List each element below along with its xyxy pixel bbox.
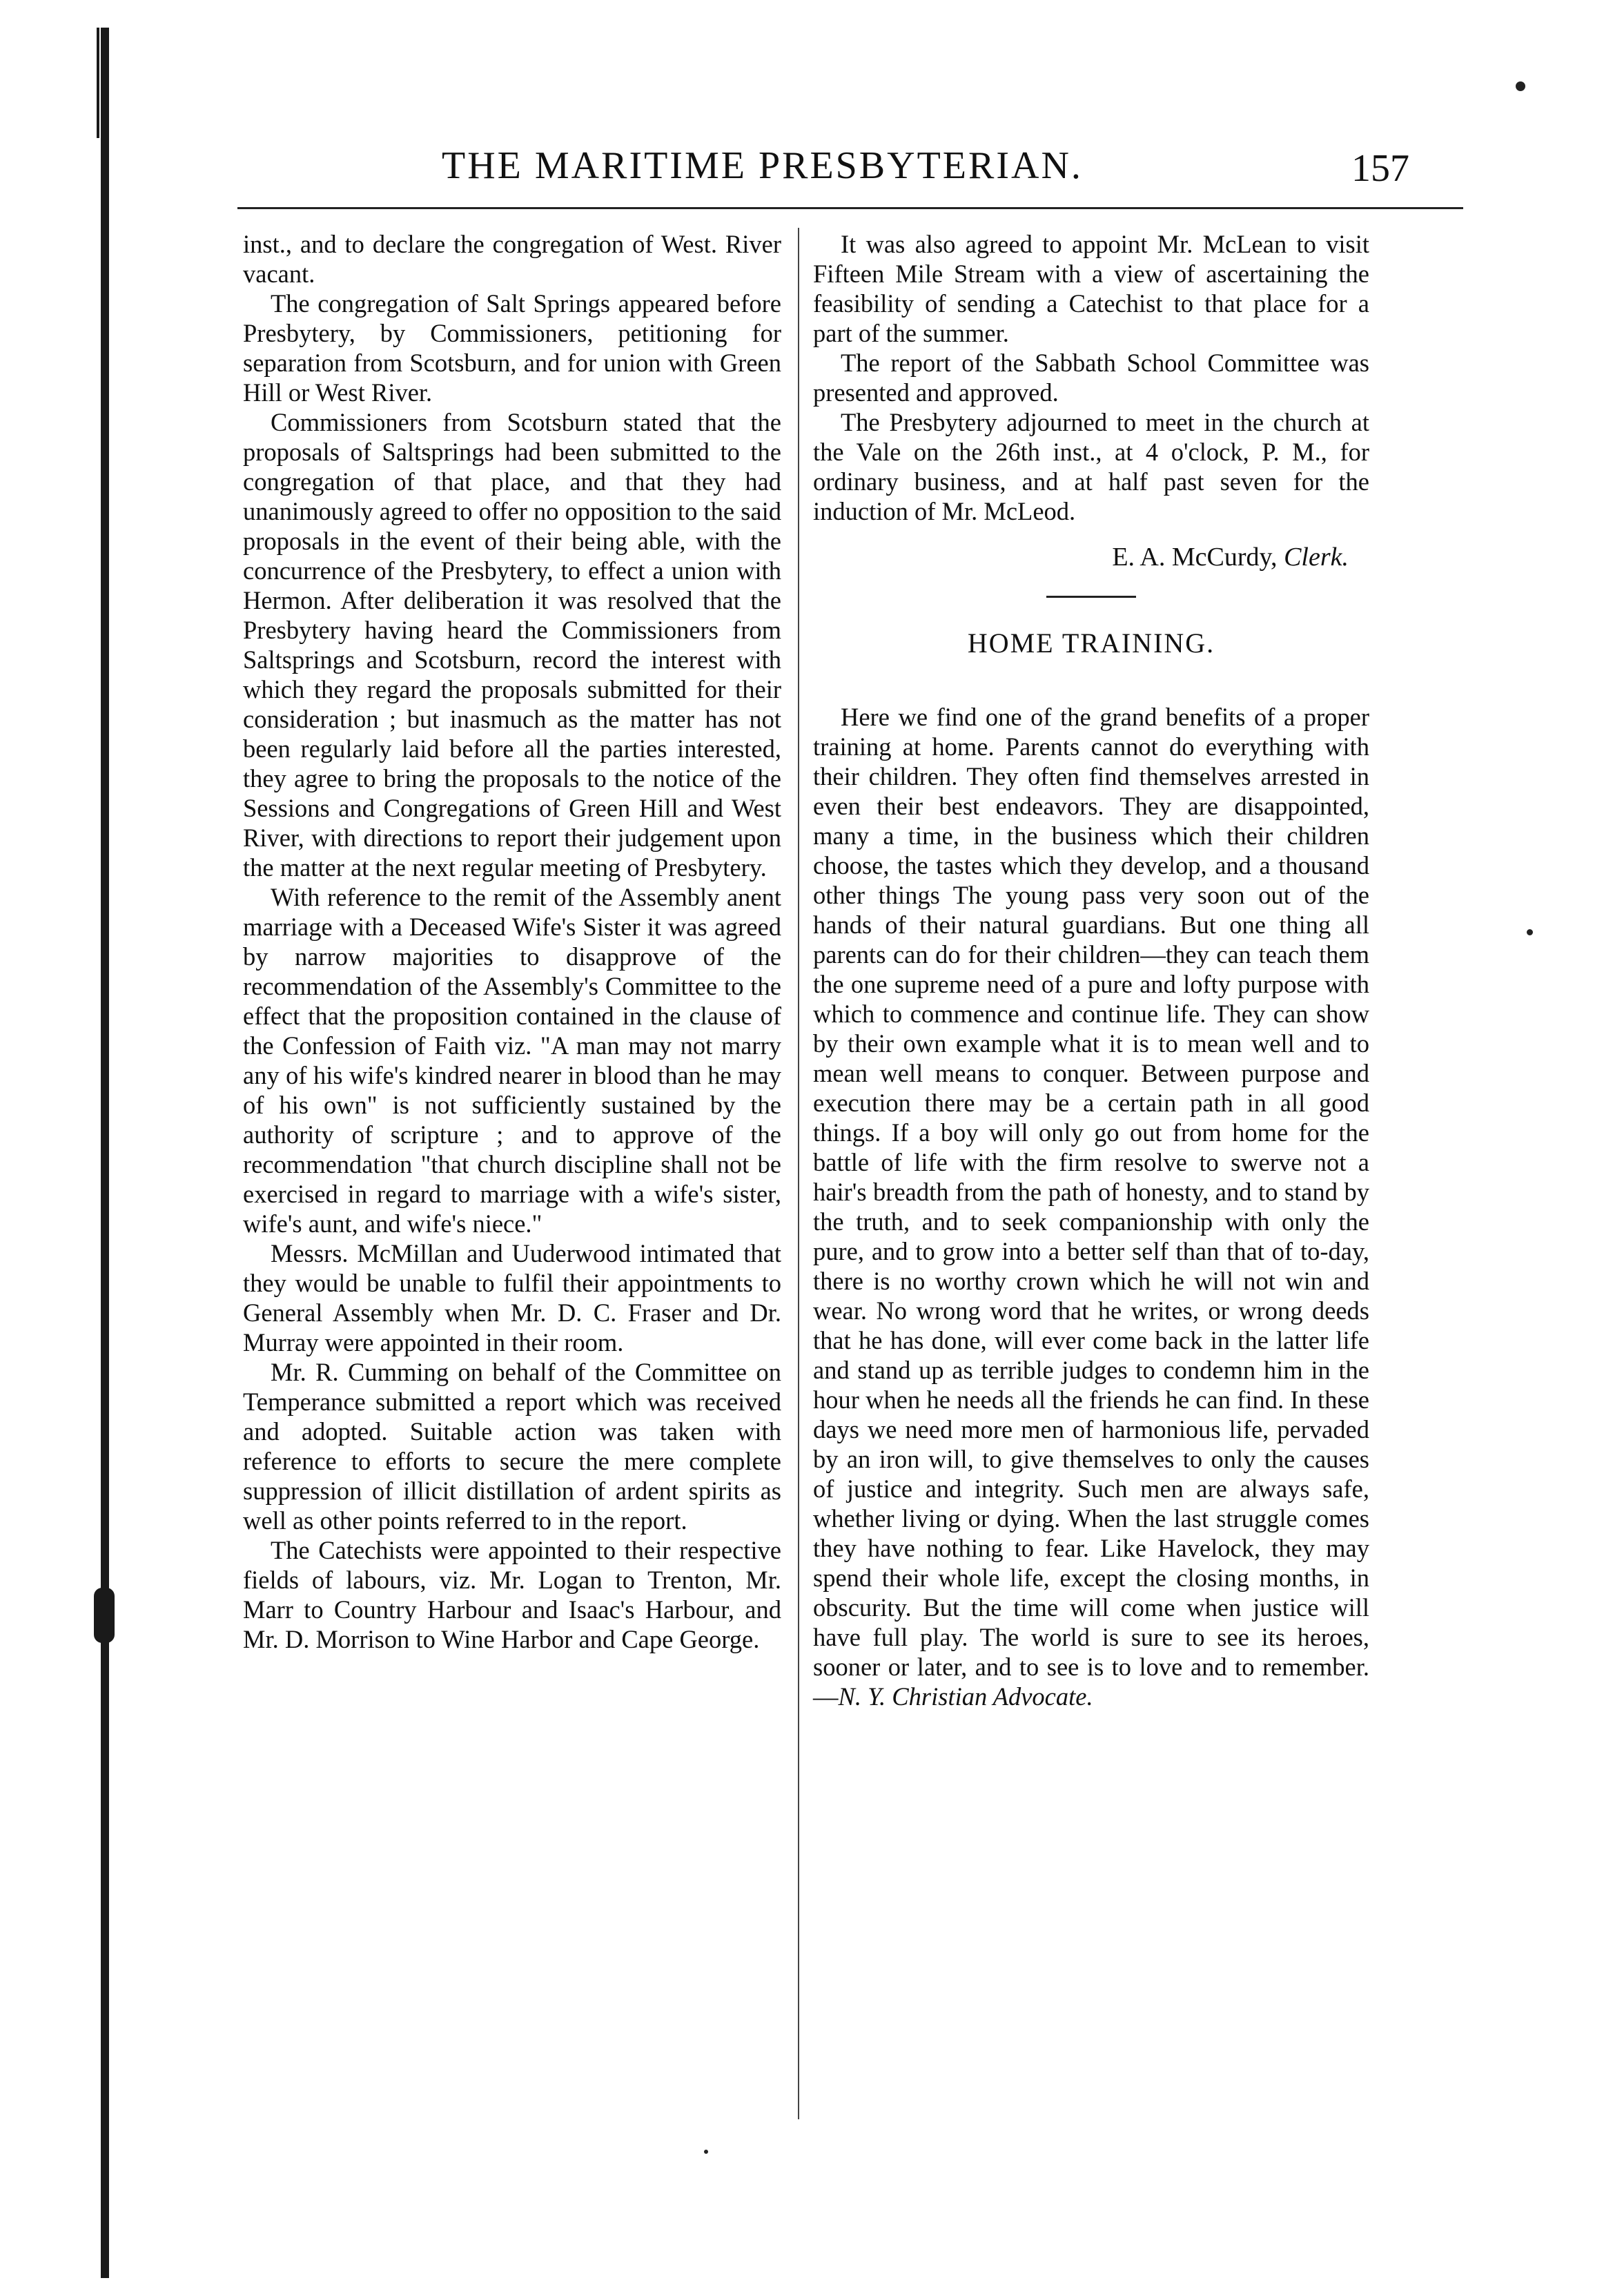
ink-speck (704, 2150, 708, 2154)
paragraph: With reference to the remit of the Assembly anent marriage with a Deceased Wife's Sister it was agreed by narrow majorities to disapprove of the recommendation of the Assembly's Committee to the effect that the proposition contained in the clause of the Confession of Faith viz. "A man may not marry any of his wife's kindred nearer in blood than he may of his own" is not sufficiently sustained by the authority of scripture ; and to approve of the recommendation "that church discipline shall not be exercised in regard to marriage with a wife's sister, wife's aunt, and wife's niece." (243, 883, 781, 1238)
ink-speck (1516, 81, 1525, 91)
paragraph: Mr. R. Cumming on behalf of the Committee on Temperance submitted a report which was received and adopted. Suitable action was taken with reference to efforts to secure the mere complete suppression of illicit distillation of ardent spirits as well as other points referred to in the report. (243, 1358, 781, 1535)
header-rule (237, 207, 1463, 209)
paragraph: The Presbytery adjourned to meet in the church at the Vale on the 26th inst., at 4 o'clock, P. M., for ordinary business, and at half past seven for the induction of Mr. McLeod. (813, 408, 1369, 525)
right-column (813, 229, 1369, 1711)
left-column (243, 229, 781, 1654)
paragraph: Commissioners from Scotsburn stated that the proposals of Saltsprings had been submitted to the congregation of that place, and that they had unanimously agreed to offer no opposition to the said proposals in the event of their being able, with the concurrence of the Presbytery, to effect a union with Hermon. After deliberation it was resolved that the Presbytery having heard the Commissioners from Saltsprings and Scotsburn, record the interest with which they regard the proposals submitted for their consideration ; but inasmuch as the matter has not been regularly laid before all the parties interested, they agree to bring the proposals to the notice of the Sessions and Congregations of Green Hill and West River, with directions to report their judgement upon the matter at the next regular meeting of Presbytery. (243, 408, 781, 882)
article-source: N. Y. Christian Advocate. (838, 1682, 1093, 1711)
ink-blot (94, 1588, 115, 1643)
signature-role: Clerk. (1284, 543, 1349, 572)
paragraph: inst., and to declare the congregation of West. River vacant. (243, 230, 781, 288)
paragraph: The report of the Sabbath School Committee was presented and approved. (813, 349, 1369, 407)
signature-name: E. A. McCurdy, (1112, 543, 1278, 572)
article-body (813, 702, 1369, 1711)
paragraph: Messrs. McMillan and Uuderwood intimated that they would be unable to fulfil their appointments to General Assembly when Mr. D. C. Fraser and Dr. Murray were appointed in their room. (243, 1239, 781, 1356)
paragraph: The Catechists were appointed to their respective fields of labours, viz. Mr. Logan to Trenton, Mr. Marr to Country Harbour and Isaac's Harbour, and Mr. D. Morrison to Wine Harbor and Cape George. (243, 1536, 781, 1653)
section-separator (1046, 596, 1136, 598)
column-divider (798, 228, 799, 2119)
article-text: Here we find one of the grand benefits of a proper training at home. Parents cannot do everything with their children. They often find themselves arrested in even their best endeavors. They are disappointed, many a time, in the business which their children choose, the tastes which they develop, and a thousand other things The young pass very soon out of the hands of their natural guardians. But one thing all parents can do for their children—they can teach them the one supreme need of a pure and lofty purpose with which to commence and continue life. They can show by their own example what it is to mean well and to mean well means to conquer. Between purpose and execution there may be a certain path in all good things. If a boy will only go out from home for the battle of life with the firm resolve to swerve not a hair's breadth from the path of honesty, and to stand by the truth, and to seek companionship with only the pure, and to grow into a better self than that of to-day, there is no worthy crown which he will not win and wear. No wrong word that he writes, or wrong deeds that he has done, will ever come back in the latter life and stand up as terrible judges to condemn him in the hour when he needs all the friends he can find. In these days we need more men of harmonious life, pervaded by an iron will, to give themselves to only the causes of justice and integrity. Such men are always safe, whether living or dying. When the last struggle comes they have nothing to fear. Like Havelock, they may spend their whole life, except the closing months, in obscurity. But the time will come when justice will have full play. The world is sure to see its heroes, sooner or later, and to see is to love and to remember.— (813, 703, 1369, 1711)
page-header-title: THE MARITIME PRESBYTERIAN. (442, 144, 1083, 187)
page-number: 157 (1351, 147, 1409, 190)
clerk-signature (813, 543, 1349, 572)
ink-speck (1527, 929, 1533, 935)
binding-edge (101, 28, 109, 2278)
section-title: HOME TRAINING. (967, 627, 1215, 659)
paragraph: The congregation of Salt Springs appeared before Presbytery, by Commissioners, petitioning for separation from Scotsburn, and for union with Green Hill or West River. (243, 289, 781, 407)
paragraph: It was also agreed to appoint Mr. McLean to visit Fifteen Mile Stream with a view of ascertaining the feasibility of sending a Catechist to that place for a part of the summer. (813, 230, 1369, 347)
